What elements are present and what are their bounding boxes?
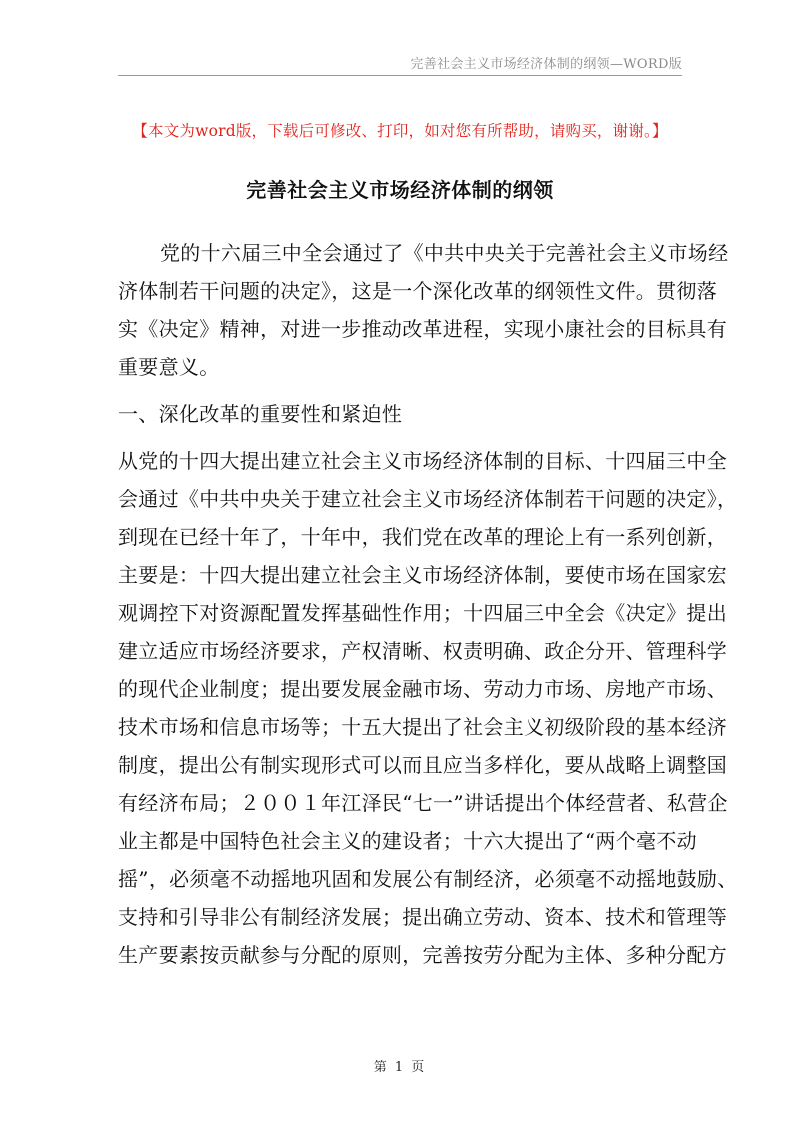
- running-header: 完善社会主义市场经济体制的纲领—WORD版: [410, 57, 682, 72]
- paragraph-line: 到现在已经十年了，十年中，我们党在改革的理论上有一系列创新，: [118, 525, 727, 549]
- paragraph-line: 支持和引导非公有制经济发展；提出确立劳动、资本、技术和管理等: [118, 905, 727, 929]
- paragraph-line: 济体制若干问题的决定》，这是一个深化改革的纲领性文件。贯彻落: [118, 279, 717, 303]
- section-heading-text: 一、深化改革的重要性和紧迫性: [118, 402, 403, 426]
- page-number: 第 1 页: [373, 1060, 427, 1075]
- paragraph-line: 主要是：十四大提出建立社会主义市场经济体制，要使市场在国家宏: [118, 563, 727, 587]
- paragraph-line: 党的十六届三中全会通过了《中共中央关于完善社会主义市场经: [160, 241, 729, 265]
- paragraph-line: 重要意义。: [118, 355, 220, 379]
- paragraph-line: 从党的十四大提出建立社会主义市场经济体制的目标、十四届三中全: [118, 449, 727, 473]
- paragraph-line: 实《决定》精神，对进一步推动改革进程，实现小康社会的目标具有: [118, 317, 727, 341]
- paragraph-line: 的现代企业制度；提出要发展金融市场、劳动力市场、房地产市场、: [118, 677, 727, 701]
- download-notice: 【本文为word版，下载后可修改、打印，如对您有所帮助，请购买，谢谢。】: [132, 122, 668, 140]
- intro-paragraph: [118, 234, 729, 386]
- paragraph-line: 生产要素按贡献参与分配的原则，完善按劳分配为主体、多种分配方: [118, 943, 727, 967]
- paragraph-line: 有经济布局；２００１年江泽民“七一”讲话提出个体经营者、私营企: [118, 791, 728, 815]
- paragraph-line: 技术市场和信息市场等；十五大提出了社会主义初级阶段的基本经济: [118, 715, 727, 739]
- paragraph-line: 摇”，必须毫不动摇地巩固和发展公有制经济，必须毫不动摇地鼓励、: [118, 867, 738, 891]
- document-title: 完善社会主义市场经济体制的纲领: [246, 178, 554, 202]
- section-heading: [118, 395, 688, 433]
- paragraph-line: 业主都是中国特色社会主义的建设者；十六大提出了“两个毫不动: [118, 829, 697, 853]
- paragraph-line: 观调控下对资源配置发挥基础性作用；十四届三中全会《决定》提出: [118, 601, 727, 625]
- paragraph-line: 建立适应市场经济要求，产权清晰、权责明确、政企分开、管理科学: [118, 639, 727, 663]
- paragraph-line: 会通过《中共中央关于建立社会主义市场经济体制若干问题的决定》，: [118, 487, 738, 511]
- section-paragraph: [118, 442, 738, 974]
- paragraph-line: 制度，提出公有制实现形式可以而且应当多样化，要从战略上调整国: [118, 753, 727, 777]
- header-divider: [118, 75, 682, 76]
